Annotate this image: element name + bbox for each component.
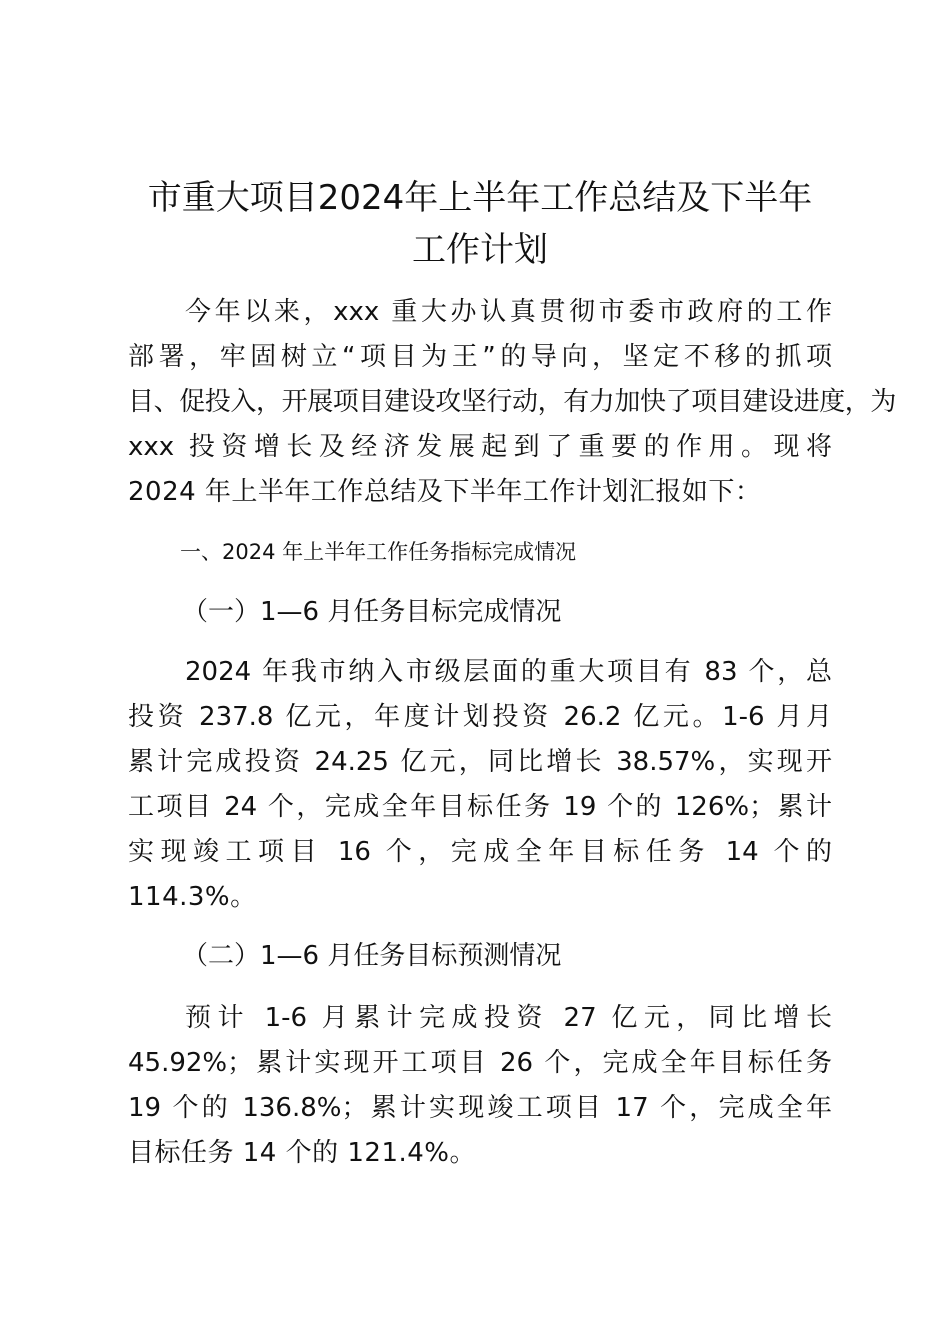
intro-line: xxx 投资增长及经济发展起到了重要的作用。现将	[128, 432, 832, 462]
subsection-heading-2: （二）1—6 月任务目标预测情况	[182, 941, 562, 971]
intro-line: 部署，牢固树立“项目为王”的导向，坚定不移的抓项	[128, 342, 832, 372]
intro-line: 今年以来，xxx 重大办认真贯彻市委市政府的工作	[185, 297, 832, 327]
paragraph-line: 预计 1-6 月累计完成投资 27 亿元，同比增长	[185, 1003, 832, 1033]
paragraph-line: 2024 年我市纳入市级层面的重大项目有 83 个，总	[185, 657, 832, 687]
paragraph-line: 累计完成投资 24.25 亿元，同比增长 38.57%，实现开	[128, 747, 832, 777]
paragraph-line: 目标任务 14 个的 121.4%。	[128, 1138, 477, 1168]
subsection-heading-1: （一）1—6 月任务目标完成情况	[182, 597, 562, 627]
paragraph-line: 114.3%。	[128, 882, 257, 912]
intro-line: 2024 年上半年工作总结及下半年工作计划汇报如下：	[128, 477, 762, 507]
subsection-2-paragraph	[128, 996, 832, 1176]
document-title	[100, 172, 860, 276]
paragraph-line: 19 个的 136.8%；累计实现竣工项目 17 个，完成全年	[128, 1093, 832, 1123]
section-heading: 一、2024 年上半年工作任务指标完成情况	[180, 540, 577, 564]
paragraph-line: 实现竣工项目 16 个，完成全年目标任务 14 个的	[128, 837, 832, 867]
title-line-2: 工作计划	[412, 230, 548, 270]
paragraph-line: 工项目 24 个，完成全年目标任务 19 个的 126%；累计	[128, 792, 832, 822]
intro-line: 目、促投入，开展项目建设攻坚行动，有力加快了项目建设进度，为	[128, 387, 897, 417]
intro-paragraph	[128, 290, 897, 515]
subsection-1-paragraph	[128, 650, 832, 920]
paragraph-line: 投资 237.8 亿元，年度计划投资 26.2 亿元。1-6 月月	[128, 702, 832, 732]
title-line-1: 市重大项目2024年上半年工作总结及下半年	[147, 178, 813, 218]
paragraph-line: 45.92%；累计实现开工项目 26 个，完成全年目标任务	[128, 1048, 832, 1078]
